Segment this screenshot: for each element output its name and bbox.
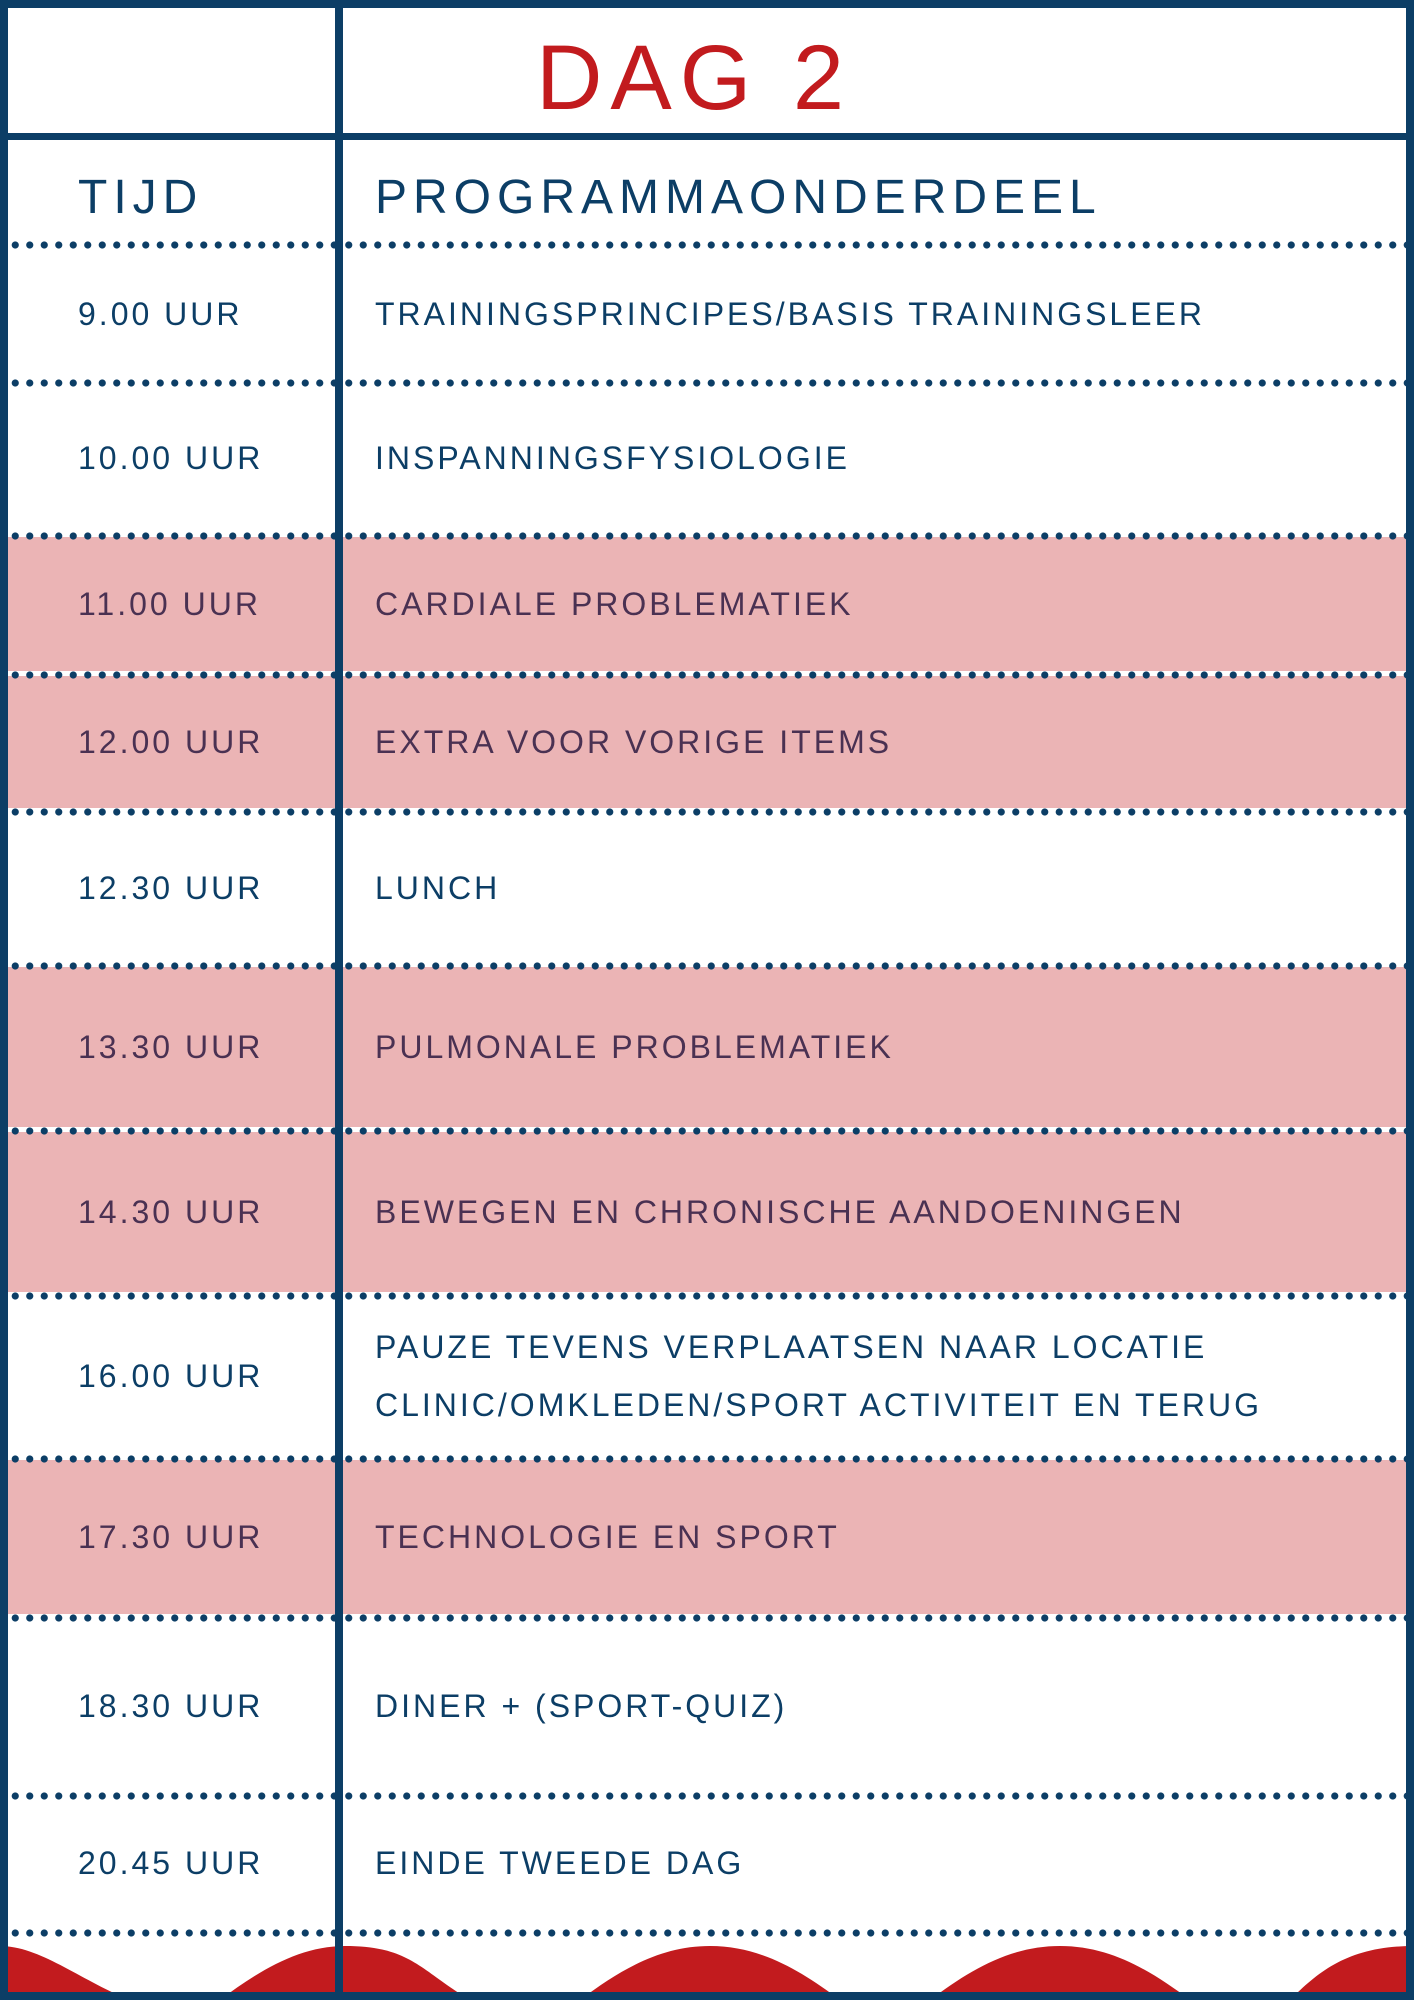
row-program-item: BEWEGEN EN CHRONISCHE AANDOENINGEN (375, 1194, 1185, 1230)
row-time: 16.00 UUR (78, 1358, 264, 1394)
row-time: 9.00 UUR (78, 295, 243, 332)
row-program-item: TRAININGSPRINCIPES/BASIS TRAININGSLEER (375, 295, 1206, 332)
row-program-item: INSPANNINGSFYSIOLOGIE (375, 440, 850, 476)
page-title: DAG 2 (535, 27, 853, 129)
row-time: 11.00 UUR (78, 586, 261, 622)
wave-shape (0, 1946, 1414, 2000)
schedule-row (0, 1132, 1414, 1292)
column-header-program: PROGRAMMAONDERDEEL (375, 171, 1102, 224)
row-time: 20.45 UUR (78, 1845, 264, 1881)
dotted-separator (8, 241, 1406, 249)
dotted-separator (8, 1792, 1406, 1800)
row-time: 13.30 UUR (78, 1029, 264, 1065)
schedule-row (0, 1619, 1414, 1792)
dotted-separator (8, 1127, 1406, 1135)
row-time: 17.30 UUR (78, 1519, 264, 1555)
dotted-separator (8, 1929, 1406, 1937)
schedule-row (0, 967, 1414, 1127)
column-divider (335, 0, 343, 2000)
row-program-item: EINDE TWEEDE DAG (375, 1845, 745, 1881)
column-header-time: TIJD (78, 171, 204, 224)
row-time: 18.30 UUR (78, 1687, 264, 1724)
row-program-item: DINER + (SPORT-QUIZ) (375, 1687, 788, 1724)
row-time: 14.30 UUR (78, 1194, 264, 1230)
row-program-item: PAUZE TEVENS VERPLAATSEN NAAR LOCATIE CLINIC/OMKLEDEN/SPORT ACTIVITEIT EN TERUG (375, 1329, 1263, 1423)
dotted-separator (8, 1614, 1406, 1622)
schedule-row (0, 1460, 1414, 1614)
dotted-separator (8, 671, 1406, 679)
dotted-separator (8, 532, 1406, 540)
row-program-item: EXTRA VOOR VORIGE ITEMS (375, 724, 893, 760)
row-program-item: PULMONALE PROBLEMATIEK (375, 1029, 894, 1065)
row-time: 10.00 UUR (78, 440, 264, 476)
dotted-separator (8, 379, 1406, 387)
wave-decoration (0, 1940, 1414, 2000)
schedule-row (0, 813, 1414, 962)
schedule-row (0, 537, 1414, 671)
schedule-row (0, 1797, 1414, 1929)
row-program-item: TECHNOLOGIE EN SPORT (375, 1519, 840, 1555)
schedule-row (0, 384, 1414, 532)
row-program-item: LUNCH (375, 869, 501, 906)
title-divider (0, 133, 1414, 140)
dotted-separator (8, 1292, 1406, 1300)
dotted-separator (8, 1455, 1406, 1463)
row-time: 12.00 UUR (78, 724, 264, 760)
schedule-row (0, 1297, 1414, 1455)
dotted-separator (8, 808, 1406, 816)
schedule-row (0, 248, 1414, 379)
row-time: 12.30 UUR (78, 869, 264, 906)
row-program-item: CARDIALE PROBLEMATIEK (375, 586, 854, 622)
schedule-row (0, 676, 1414, 808)
dotted-separator (8, 962, 1406, 970)
